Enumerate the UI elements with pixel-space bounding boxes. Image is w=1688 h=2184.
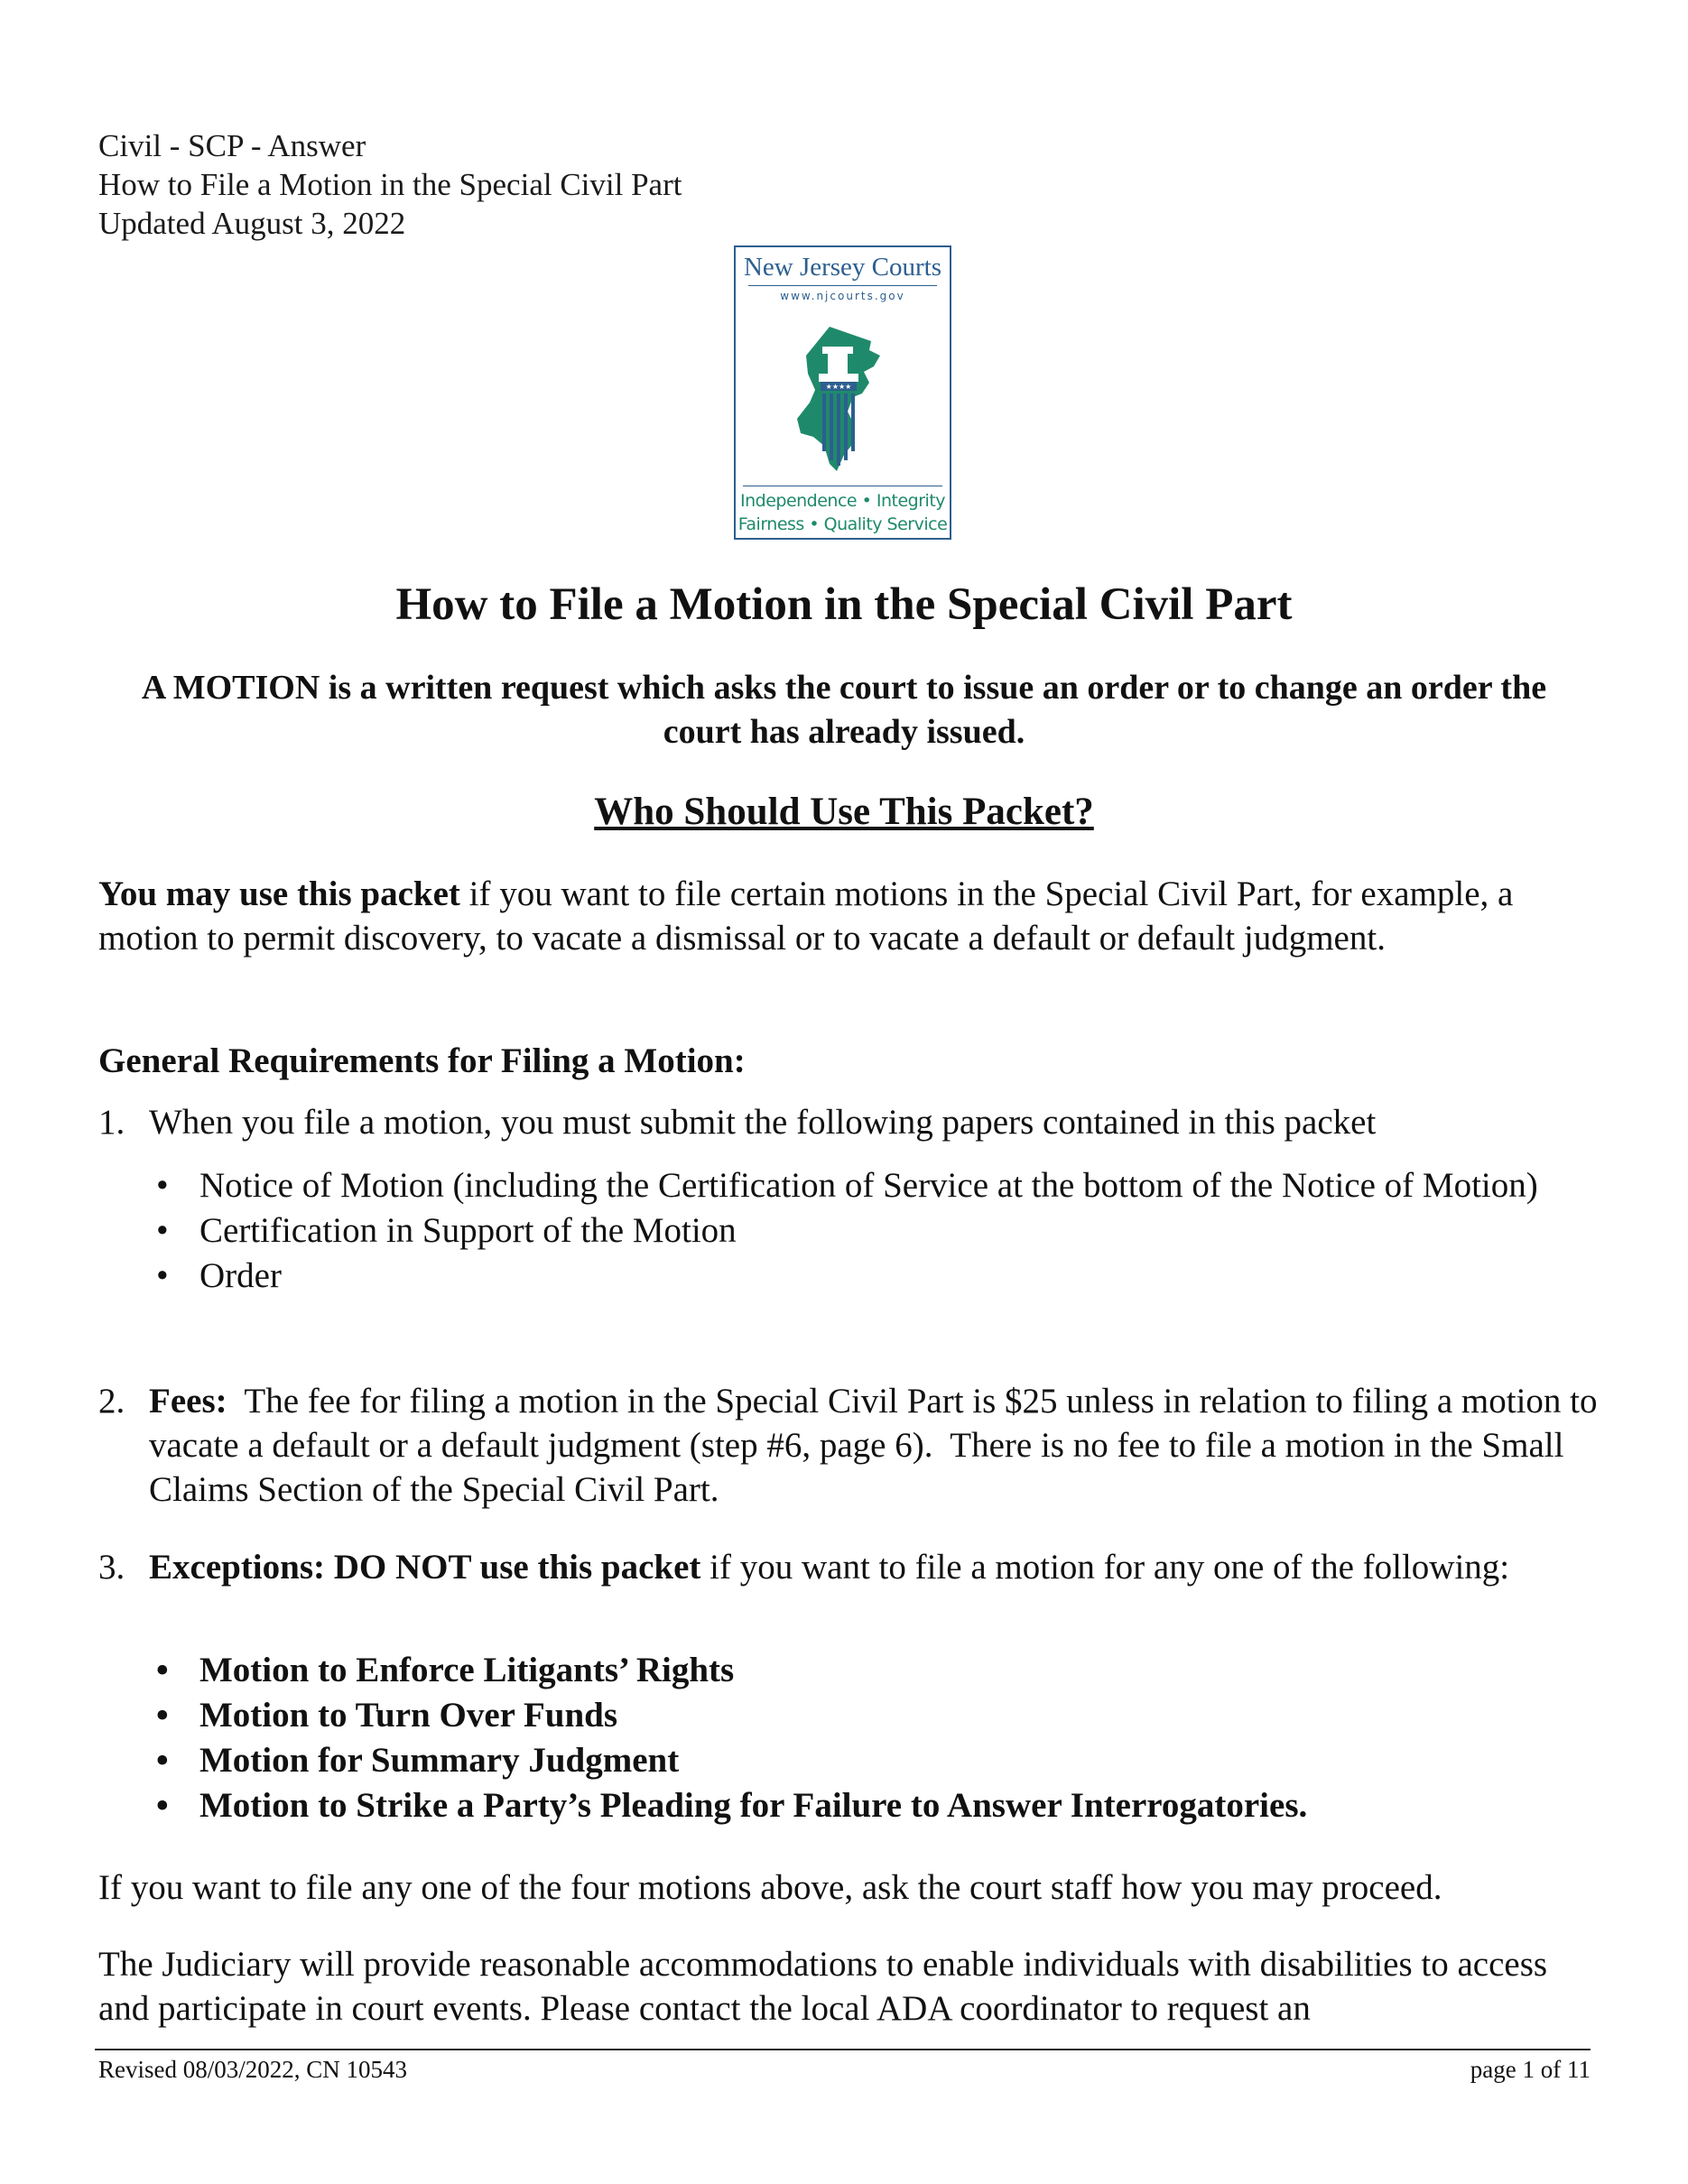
list-item-text: Certification in Support of the Motion <box>199 1211 737 1250</box>
list-item <box>149 1163 1557 1208</box>
required-papers-list <box>149 1163 1557 1299</box>
nj-state-column-icon <box>736 310 953 482</box>
item-number: 3. <box>98 1548 125 1587</box>
list-item-text: Motion for Summary Judgment <box>199 1741 680 1780</box>
logo-tagline-1: Independence • Integrity <box>739 491 946 511</box>
logo-name: New Jersey Courts <box>743 253 942 282</box>
bullet-icon: • <box>156 1741 169 1780</box>
svg-text:★★★★: ★★★★ <box>825 383 852 391</box>
item-number: 1. <box>98 1103 125 1142</box>
logo-divider <box>748 285 937 286</box>
para1-bold-lead: You may use this packet <box>98 875 460 913</box>
list-item-text: Motion to Turn Over Funds <box>199 1696 618 1735</box>
section-heading-who: Who Should Use This Packet? <box>594 791 1094 833</box>
paragraph-who-may-use <box>98 872 1606 960</box>
item-text: When you file a motion, you must submit the following papers contained in this packet <box>149 1103 1377 1142</box>
item-label: Exceptions: DO NOT use this packet <box>149 1548 701 1587</box>
nj-courts-logo <box>734 245 951 540</box>
bullet-icon: • <box>156 1651 169 1689</box>
footer-revision: Revised 08/03/2022, CN 10543 <box>98 2056 407 2083</box>
item-text <box>149 1545 1606 1589</box>
header-category: Civil - SCP - Answer <box>98 128 366 163</box>
bullet-icon: • <box>156 1786 169 1825</box>
logo-tagline-2: Fairness • Quality Service <box>737 514 948 534</box>
list-item <box>149 1693 1557 1738</box>
bullet-icon: • <box>156 1696 169 1735</box>
paragraph-proceed: If you want to file any one of the four motions above, ask the court staff how you may proceed. <box>98 1868 1442 1907</box>
list-item-text: Notice of Motion (including the Certification of Service at the bottom of the Notice of Motion) <box>199 1166 1538 1205</box>
list-item-text: Order <box>199 1256 282 1295</box>
paragraph-ada: The Judiciary will provide reasonable accommodations to enable individuals with disabilities to access and participate in court events. Please contact the local ADA coordinator to request an <box>98 1945 1548 2028</box>
list-item-text: Motion to Enforce Litigants’ Rights <box>199 1651 735 1689</box>
document-header <box>98 126 682 243</box>
page-title: How to File a Motion in the Special Civil Part <box>395 579 1293 630</box>
item-body: if you want to file a motion for any one of the following: <box>700 1548 1510 1587</box>
list-item-text: Motion to Strike a Party’s Pleading for Failure to Answer Interrogatories. <box>199 1786 1308 1825</box>
item-text <box>149 1379 1606 1512</box>
footer-page-number: page 1 of 11 <box>1470 2056 1591 2083</box>
item-body: The fee for filing a motion in the Special Civil Part is $25 unless in relation to filing a motion to vacate a default or a default judgment (step #6, page 6). There is no fee to file a motion in the Small Claims Section of the Special Civil Part. <box>149 1382 1607 1509</box>
header-updated-date: Updated August 3, 2022 <box>98 206 406 241</box>
list-item <box>149 1783 1557 1828</box>
item-number: 2. <box>98 1382 125 1421</box>
bullet-icon: • <box>156 1256 169 1295</box>
list-item <box>149 1208 1557 1254</box>
footer-divider <box>95 2049 1591 2050</box>
bullet-icon: • <box>156 1211 169 1250</box>
header-doc-title: How to File a Motion in the Special Civil Part <box>98 167 682 202</box>
list-item <box>149 1648 1557 1693</box>
list-item <box>149 1254 1557 1299</box>
item-label: Fees: <box>149 1382 227 1421</box>
bullet-icon: • <box>156 1166 169 1205</box>
general-requirements-heading: General Requirements for Filing a Motion: <box>98 1041 746 1080</box>
list-item <box>149 1738 1557 1783</box>
excluded-motions-list <box>149 1648 1557 1828</box>
logo-url: www.njcourts.gov <box>780 290 905 302</box>
intro-statement: A MOTION is a written request which asks the court to issue an order or to change an order the court has already issued. <box>141 669 1547 751</box>
para1-rest: if you want to file certain motions in the Special Civil Part, for example, a motion to permit discovery, to vacate a dismissal or to vacate a default or default judgment. <box>98 875 1514 958</box>
